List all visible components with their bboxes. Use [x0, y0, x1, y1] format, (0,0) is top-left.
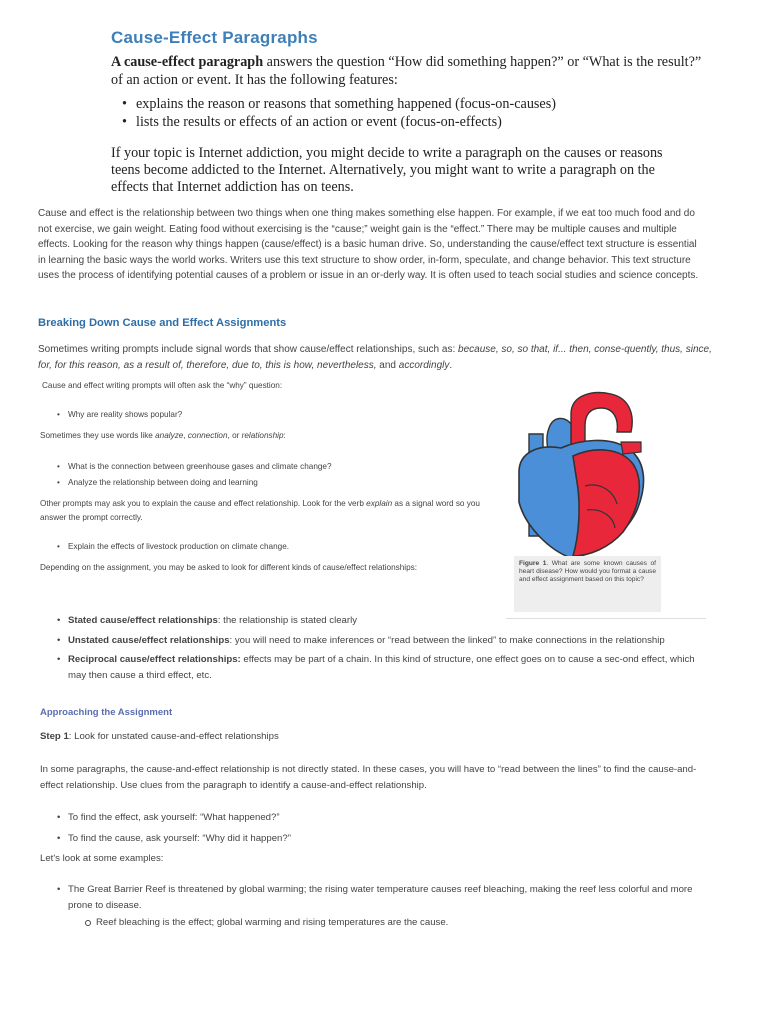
- kind-term: Unstated cause/effect relationships: [68, 634, 230, 646]
- list-item: [54, 613, 714, 629]
- signal-last-word: accordingly: [398, 359, 450, 371]
- list-item: Reef bleaching is the effect; global warming and rising temperatures are the cause.: [82, 915, 702, 931]
- list-item: • Analyze the relationship between doing and learning: [54, 475, 494, 491]
- kind-term: Reciprocal cause/effect relationships:: [68, 654, 241, 665]
- list-item: • What is the connection between greenhouse gases and climate change?: [54, 459, 494, 475]
- figure-label: Figure 1: [519, 560, 547, 567]
- signal-lead: Sometimes writing prompts include signal words that show cause/effect relationships, such as:: [38, 344, 459, 355]
- list-item: [54, 633, 714, 649]
- step-1-line: [40, 729, 279, 745]
- figure-caption-text: . What are some known causes of heart disease? How would you format a cause and effect assignment based on this topic?: [519, 560, 656, 583]
- section-heading: Breaking Down Cause and Effect Assignments: [38, 317, 287, 329]
- cause-effect-definition-paragraph: Cause and effect is the relationship between two things when one thing makes something else happen. For example, if we eat too much food and do not exercise, we gain weight. Eating food without exercising is the “cause;” weight gain is the “effect.” There may be multiple causes and multiple effects. Looking for the reason why things happen (cause/effect) is a basic human drive. So, understanding the cause/effect text structure is essential in learning the basic ways the world works. Writers use this text structure to show order, in-form, speculate, and change behavior. This text structure uses the process of identifying potential causes of a problem or issue in an or-derly way. It is often used to teach social studies and science concepts.: [38, 208, 699, 281]
- kind-desc: : the relationship is stated clearly: [217, 615, 358, 626]
- heart-illustration: [509, 386, 649, 561]
- explain-list: [54, 540, 494, 553]
- words-sep: ,: [183, 431, 188, 440]
- feature-item: • lists the results or effects of an action or event (focus-on-effects): [122, 113, 722, 131]
- step-label: Step 1: [40, 731, 69, 742]
- list-item: • To find the cause, ask yourself: “Why did it happen?”: [54, 828, 654, 849]
- explain-pre: Other prompts may ask you to explain the cause and effect relationship. Look for the verb: [40, 499, 367, 508]
- words-pre: Sometimes they use words like: [40, 431, 156, 440]
- why-question-line: Cause and effect writing prompts will often ask the “why” question:: [42, 381, 283, 390]
- figure-caption: [514, 556, 661, 612]
- feature-item: • explains the reason or reasons that something happened (focus-on-causes): [122, 95, 722, 113]
- left-ventricle: [573, 450, 639, 556]
- examples-intro: Let's look at some examples:: [40, 853, 164, 864]
- features-list: [122, 95, 722, 131]
- intro-bold-term: A cause-effect paragraph: [111, 54, 264, 70]
- pulmonary-vein: [621, 442, 641, 454]
- unstated-paragraph: In some paragraphs, the cause-and-effect relationship is not directly stated. In these cases, you will have to “read between the lines” to find the cause-and-effect relationship. Use clues from the paragraph to identify a cause-and-effect relationship.: [40, 764, 697, 791]
- find-list: [54, 807, 654, 849]
- intro-paragraph: [111, 53, 711, 89]
- signal-words: because, so, so that, if... then, conse-quently, thus, since, for, for this reason, as a result of, therefore, due to, this is how, nevertheless,: [38, 344, 712, 371]
- intro-text: answers the question “How did something happen?” or “What is the result?” of an action or event. It has the following features:: [111, 54, 702, 88]
- depending-paragraph: Depending on the assignment, you may be asked to look for different kinds of cause/effect relationships:: [40, 563, 418, 572]
- list-item: • Why are reality shows popular?: [54, 408, 494, 421]
- kind-desc: effects may be part of a chain. In this kind of structure, one effect goes on to cause a sec-ond effect, which may then cause a third effect, etc.: [68, 654, 695, 681]
- step-text: : Look for unstated cause-and-effect relationships: [68, 731, 279, 742]
- page-title: Cause-Effect Paragraphs: [111, 28, 318, 47]
- list-item: • To find the effect, ask yourself: “What happened?”: [54, 807, 654, 828]
- signal-and: and: [376, 359, 399, 371]
- sub-examples-list: [82, 915, 702, 931]
- list-item: [54, 652, 714, 683]
- signal-words-paragraph: [38, 342, 714, 373]
- kind-desc: : you will need to make inferences or “read between the linked” to make connections in the relationship: [229, 634, 665, 646]
- words-list: [54, 459, 494, 491]
- word-connection: connection: [187, 431, 228, 440]
- why-list: [54, 408, 494, 421]
- approach-heading: Approaching the Assignment: [40, 707, 173, 718]
- word-explain: explain: [366, 499, 393, 508]
- words-end: :: [283, 431, 286, 440]
- signal-terms-line: [40, 429, 500, 442]
- signal-end: .: [449, 359, 453, 371]
- kind-term: Stated cause/effect relationships: [68, 615, 218, 626]
- word-relationship: relationship: [241, 431, 284, 440]
- topic-paragraph: If your topic is Internet addiction, you might decide to write a paragraph on the causes or reasons teens become addicted to the Internet. Alternatively, you might want to write a paragraph on the effects that Internet addiction has on teens.: [111, 145, 663, 195]
- list-item: • Explain the effects of livestock production on climate change.: [54, 540, 494, 553]
- words-sep: , or: [227, 431, 242, 440]
- word-analyze: analyze: [155, 431, 184, 440]
- aorta-arch: [571, 393, 632, 446]
- explain-paragraph: [40, 497, 505, 525]
- examples-list: [54, 882, 714, 913]
- list-item: • The Great Barrier Reef is threatened by global warming; the rising water temperature causes reef bleaching, making the reef less colorful and more prone to disease.: [54, 882, 714, 913]
- explain-post: as a signal word so you answer the prompt correctly.: [40, 499, 480, 522]
- relationship-kinds-list: [54, 613, 714, 683]
